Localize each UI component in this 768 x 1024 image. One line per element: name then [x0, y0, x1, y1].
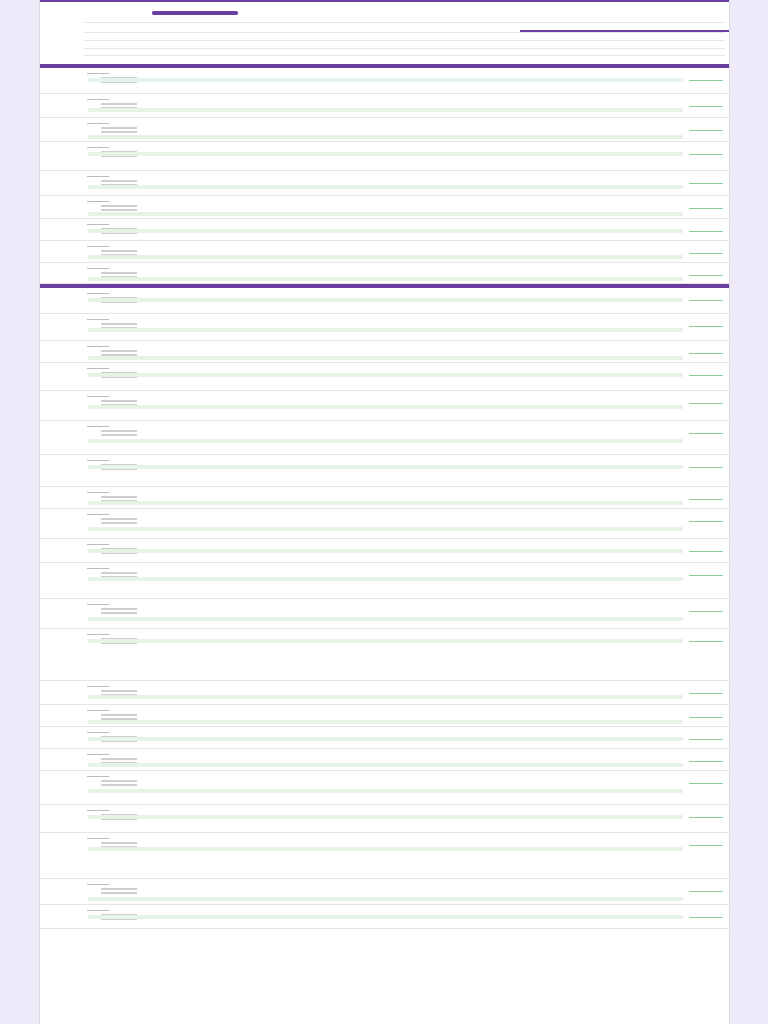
- correct-highlight: [88, 212, 683, 216]
- header-row-3: [84, 40, 725, 42]
- question-item: [40, 68, 729, 94]
- score-underline: [689, 300, 723, 301]
- answer-chip: [101, 892, 137, 894]
- score-underline: [689, 231, 723, 232]
- answer-chip: [101, 714, 137, 716]
- answer-chip: [101, 180, 137, 182]
- question-item: [40, 487, 729, 509]
- question-number-rule: [87, 346, 109, 347]
- score-underline: [689, 183, 723, 184]
- correct-highlight: [88, 439, 683, 443]
- question-number-rule: [87, 604, 109, 605]
- correct-highlight: [88, 108, 683, 112]
- question-number-rule: [87, 99, 109, 100]
- question-number-rule: [87, 268, 109, 269]
- correct-highlight: [88, 328, 683, 332]
- question-item: [40, 241, 729, 263]
- score-underline: [689, 817, 723, 818]
- question-item: [40, 833, 729, 879]
- question-number-rule: [87, 319, 109, 320]
- question-list: [40, 64, 729, 929]
- question-number-rule: [87, 686, 109, 687]
- answer-chip: [101, 612, 137, 614]
- answer-chip: [101, 430, 137, 432]
- question-number-rule: [87, 710, 109, 711]
- correct-highlight: [88, 501, 683, 505]
- answer-chip: [101, 842, 137, 844]
- score-underline: [689, 467, 723, 468]
- score-underline: [689, 641, 723, 642]
- answer-chip: [101, 690, 137, 692]
- correct-highlight: [88, 356, 683, 360]
- answer-chip: [101, 250, 137, 252]
- question-number-rule: [87, 776, 109, 777]
- question-item: [40, 196, 729, 219]
- question-item: [40, 509, 729, 539]
- question-item: [40, 629, 729, 681]
- answer-chip: [101, 784, 137, 786]
- answer-chip: [101, 272, 137, 274]
- correct-highlight: [88, 277, 683, 281]
- correct-highlight: [88, 915, 683, 919]
- score-underline: [689, 275, 723, 276]
- score-underline: [689, 130, 723, 131]
- question-number-rule: [87, 568, 109, 569]
- question-item: [40, 727, 729, 749]
- correct-highlight: [88, 135, 683, 139]
- score-underline: [689, 403, 723, 404]
- question-text: [154, 266, 681, 277]
- correct-highlight: [88, 185, 683, 189]
- score-underline: [689, 551, 723, 552]
- score-underline: [689, 761, 723, 762]
- header-row-2: [84, 32, 725, 34]
- answer-chip: [101, 522, 137, 524]
- score-underline: [689, 375, 723, 376]
- question-item: [40, 455, 729, 487]
- correct-highlight: [88, 549, 683, 553]
- score-underline: [689, 499, 723, 500]
- correct-highlight: [88, 815, 683, 819]
- question-meta: [87, 346, 149, 356]
- score-underline: [689, 521, 723, 522]
- question-item: [40, 681, 729, 705]
- answer-chip: [101, 758, 137, 760]
- answer-chip: [101, 127, 137, 129]
- question-item: [40, 391, 729, 421]
- score-underline: [689, 693, 723, 694]
- correct-highlight: [88, 789, 683, 793]
- score-underline: [689, 208, 723, 209]
- question-item: [40, 171, 729, 196]
- answer-chip: [101, 209, 137, 211]
- correct-highlight: [88, 695, 683, 699]
- question-item: [40, 539, 729, 563]
- question-number-rule: [87, 514, 109, 515]
- answer-chip: [101, 103, 137, 105]
- score-underline: [689, 575, 723, 576]
- question-number-rule: [87, 246, 109, 247]
- correct-highlight: [88, 78, 683, 82]
- score-underline: [689, 739, 723, 740]
- question-number-rule: [87, 293, 109, 294]
- question-meta: [87, 776, 149, 786]
- question-text: [154, 882, 681, 898]
- question-item: [40, 314, 729, 341]
- question-item: [40, 879, 729, 905]
- question-item: [40, 563, 729, 599]
- answer-chip: [101, 572, 137, 574]
- answer-chip: [101, 350, 137, 352]
- correct-highlight: [88, 152, 683, 156]
- question-item: [40, 771, 729, 805]
- question-text: [154, 199, 681, 212]
- correct-highlight: [88, 373, 683, 377]
- question-item: [40, 94, 729, 118]
- score-underline: [689, 353, 723, 354]
- header-row-5: [84, 55, 725, 57]
- question-text: [154, 121, 681, 135]
- question-meta: [87, 604, 149, 614]
- answer-chip: [101, 131, 137, 133]
- question-item: [40, 118, 729, 142]
- question-number-rule: [87, 224, 109, 225]
- question-number-rule: [87, 460, 109, 461]
- question-meta: [87, 710, 149, 720]
- question-number-rule: [87, 754, 109, 755]
- correct-highlight: [88, 577, 683, 581]
- header-row-4: [84, 48, 725, 50]
- answer-chip: [101, 400, 137, 402]
- title-highlight: [152, 11, 238, 15]
- question-number-rule: [87, 396, 109, 397]
- question-number-rule: [87, 73, 109, 74]
- question-number-rule: [87, 426, 109, 427]
- score-underline: [689, 845, 723, 846]
- question-number-rule: [87, 910, 109, 911]
- score-underline: [689, 106, 723, 107]
- score-underline: [689, 154, 723, 155]
- question-item: [40, 263, 729, 284]
- question-item: [40, 142, 729, 171]
- document-header: [40, 2, 729, 64]
- question-text: [154, 394, 681, 414]
- score-underline: [689, 611, 723, 612]
- question-number-rule: [87, 884, 109, 885]
- correct-highlight: [88, 639, 683, 643]
- score-underline: [689, 891, 723, 892]
- question-item: [40, 599, 729, 629]
- question-text: [154, 424, 681, 448]
- question-item: [40, 341, 729, 363]
- question-meta: [87, 426, 149, 436]
- correct-highlight: [88, 897, 683, 901]
- question-number-rule: [87, 732, 109, 733]
- question-number-rule: [87, 492, 109, 493]
- answer-sheet: [39, 0, 730, 1024]
- question-number-rule: [87, 176, 109, 177]
- correct-highlight: [88, 720, 683, 724]
- answer-chip: [101, 323, 137, 325]
- question-text: [154, 774, 681, 798]
- question-item: [40, 421, 729, 455]
- correct-highlight: [88, 737, 683, 741]
- question-meta: [87, 884, 149, 894]
- answer-chip: [101, 518, 137, 520]
- correct-highlight: [88, 527, 683, 531]
- header-row-1: [84, 22, 725, 24]
- correct-highlight: [88, 229, 683, 233]
- answer-chip: [101, 205, 137, 207]
- answer-chip: [101, 434, 137, 436]
- question-item: [40, 749, 729, 771]
- question-text: [154, 344, 681, 356]
- score-underline: [689, 783, 723, 784]
- question-text: [154, 836, 681, 872]
- question-item: [40, 905, 729, 929]
- score-underline: [689, 433, 723, 434]
- score-underline: [689, 80, 723, 81]
- score-underline: [689, 917, 723, 918]
- question-item: [40, 805, 729, 833]
- correct-highlight: [88, 847, 683, 851]
- correct-highlight: [88, 465, 683, 469]
- question-number-rule: [87, 368, 109, 369]
- question-number-rule: [87, 201, 109, 202]
- question-item: [40, 288, 729, 314]
- correct-highlight: [88, 763, 683, 767]
- question-number-rule: [87, 147, 109, 148]
- question-meta: [87, 201, 149, 211]
- score-underline: [689, 326, 723, 327]
- question-number-rule: [87, 838, 109, 839]
- correct-highlight: [88, 298, 683, 302]
- question-text: [154, 458, 681, 480]
- correct-highlight: [88, 617, 683, 621]
- correct-highlight: [88, 255, 683, 259]
- question-item: [40, 705, 729, 727]
- question-item: [40, 219, 729, 241]
- question-number-rule: [87, 123, 109, 124]
- score-underline: [689, 717, 723, 718]
- question-number-rule: [87, 634, 109, 635]
- answer-chip: [101, 608, 137, 610]
- answer-chip: [101, 496, 137, 498]
- score-underline: [689, 253, 723, 254]
- correct-highlight: [88, 405, 683, 409]
- question-number-rule: [87, 810, 109, 811]
- answer-chip: [101, 888, 137, 890]
- question-number-rule: [87, 544, 109, 545]
- question-text: [154, 708, 681, 720]
- question-meta: [87, 123, 149, 133]
- question-meta: [87, 514, 149, 524]
- answer-chip: [101, 780, 137, 782]
- question-item: [40, 363, 729, 391]
